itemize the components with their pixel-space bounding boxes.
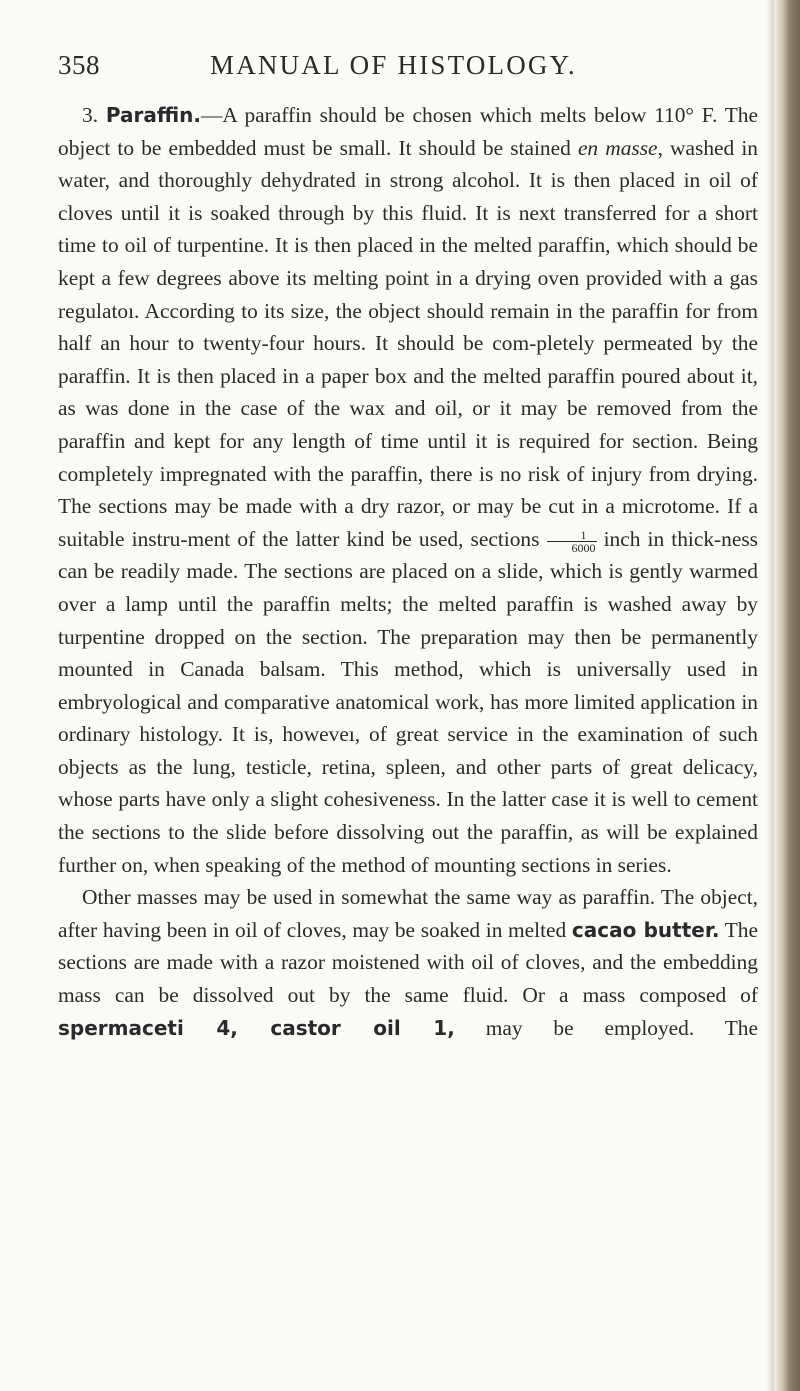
paragraph-text: , washed in water, and thoroughly dehydrated in strong alcohol. It is then placed in oil of cloves until it is soaked through by this fluid. It is next transferred for a short time to oil of turpentine. It is then placed in the melted paraffin, which should be kept a few degrees above its melting point in a drying oven provided with a gas regulatoı. According to its size, the object should remain in the paraffin for from half an hour to twenty-four hours. It should be com-pletely permeated by the paraffin. It is then placed in a paper box and the melted paraffin poured about it, as was done in the case of the wax and oil, or it may be removed from the paraffin and kept for any length of time until it is required for section. Being completely impregnated with the paraffin, there is no risk of injury from drying. The sections may be made with a dry razor, or may be cut in a microtome. If a suitable instru-ment of the latter kind be used, sections bbox=[58, 135, 758, 551]
paragraph-paraffin bbox=[58, 99, 758, 881]
page-edge-shadow bbox=[766, 0, 774, 1391]
paragraph-text: may be employed. The bbox=[454, 1015, 758, 1040]
fraction bbox=[547, 529, 597, 554]
italic-term: en masse bbox=[577, 135, 658, 160]
paragraph-other-masses bbox=[58, 881, 758, 1044]
running-head: MANUAL OF HISTOLOGY. bbox=[210, 50, 577, 80]
section-number: 3. bbox=[82, 103, 99, 127]
fraction-numerator: 1 bbox=[547, 529, 597, 542]
paragraph-text: inch in thick-ness can be readily made. The sections are placed on a slide, which is gently warmed over a lamp until the paraffin melts; the melted paraffin is washed away by turpentine dropped on the section. The preparation may then be permanently mounted in Canada balsam. This method, which is universally used in embryological and comparative anatomical work, has more limited application in ordinary histology. It is, howeveı, of great service in the examination of such objects as the lung, testicle, retina, spleen, and other parts of great delicacy, whose parts have only a slight cohesiveness. In the latter case it is well to cement the sections to the slide before dissolving out the paraffin, as will be explained further on, when speaking of the method of mounting sections in series. bbox=[58, 526, 758, 877]
bold-term: cacao butter. bbox=[571, 917, 720, 942]
page-header bbox=[58, 48, 758, 88]
fraction-denominator: 6000 bbox=[571, 541, 596, 556]
paragraph-text: Other masses may be used in somewhat the same way as paraffin. The object, after having been in oil of cloves, may be soaked in melted bbox=[58, 885, 758, 942]
paragraph-text: The sections are made with a razor moistened with oil of cloves, and the embedding mass can be dissolved out by the same fluid. Or a mass composed of bbox=[58, 917, 758, 1008]
section-heading: Paraffin. bbox=[105, 103, 201, 127]
paragraph-text: —A paraffin should be chosen which melts below 110° F. The object to be embedded must be small. It should be stained bbox=[58, 103, 758, 160]
page-binding-edge bbox=[774, 0, 800, 1391]
page-body bbox=[58, 99, 758, 1044]
page-number: 358 bbox=[58, 50, 100, 80]
bold-term: spermaceti 4, castor oil 1, bbox=[58, 1015, 455, 1040]
